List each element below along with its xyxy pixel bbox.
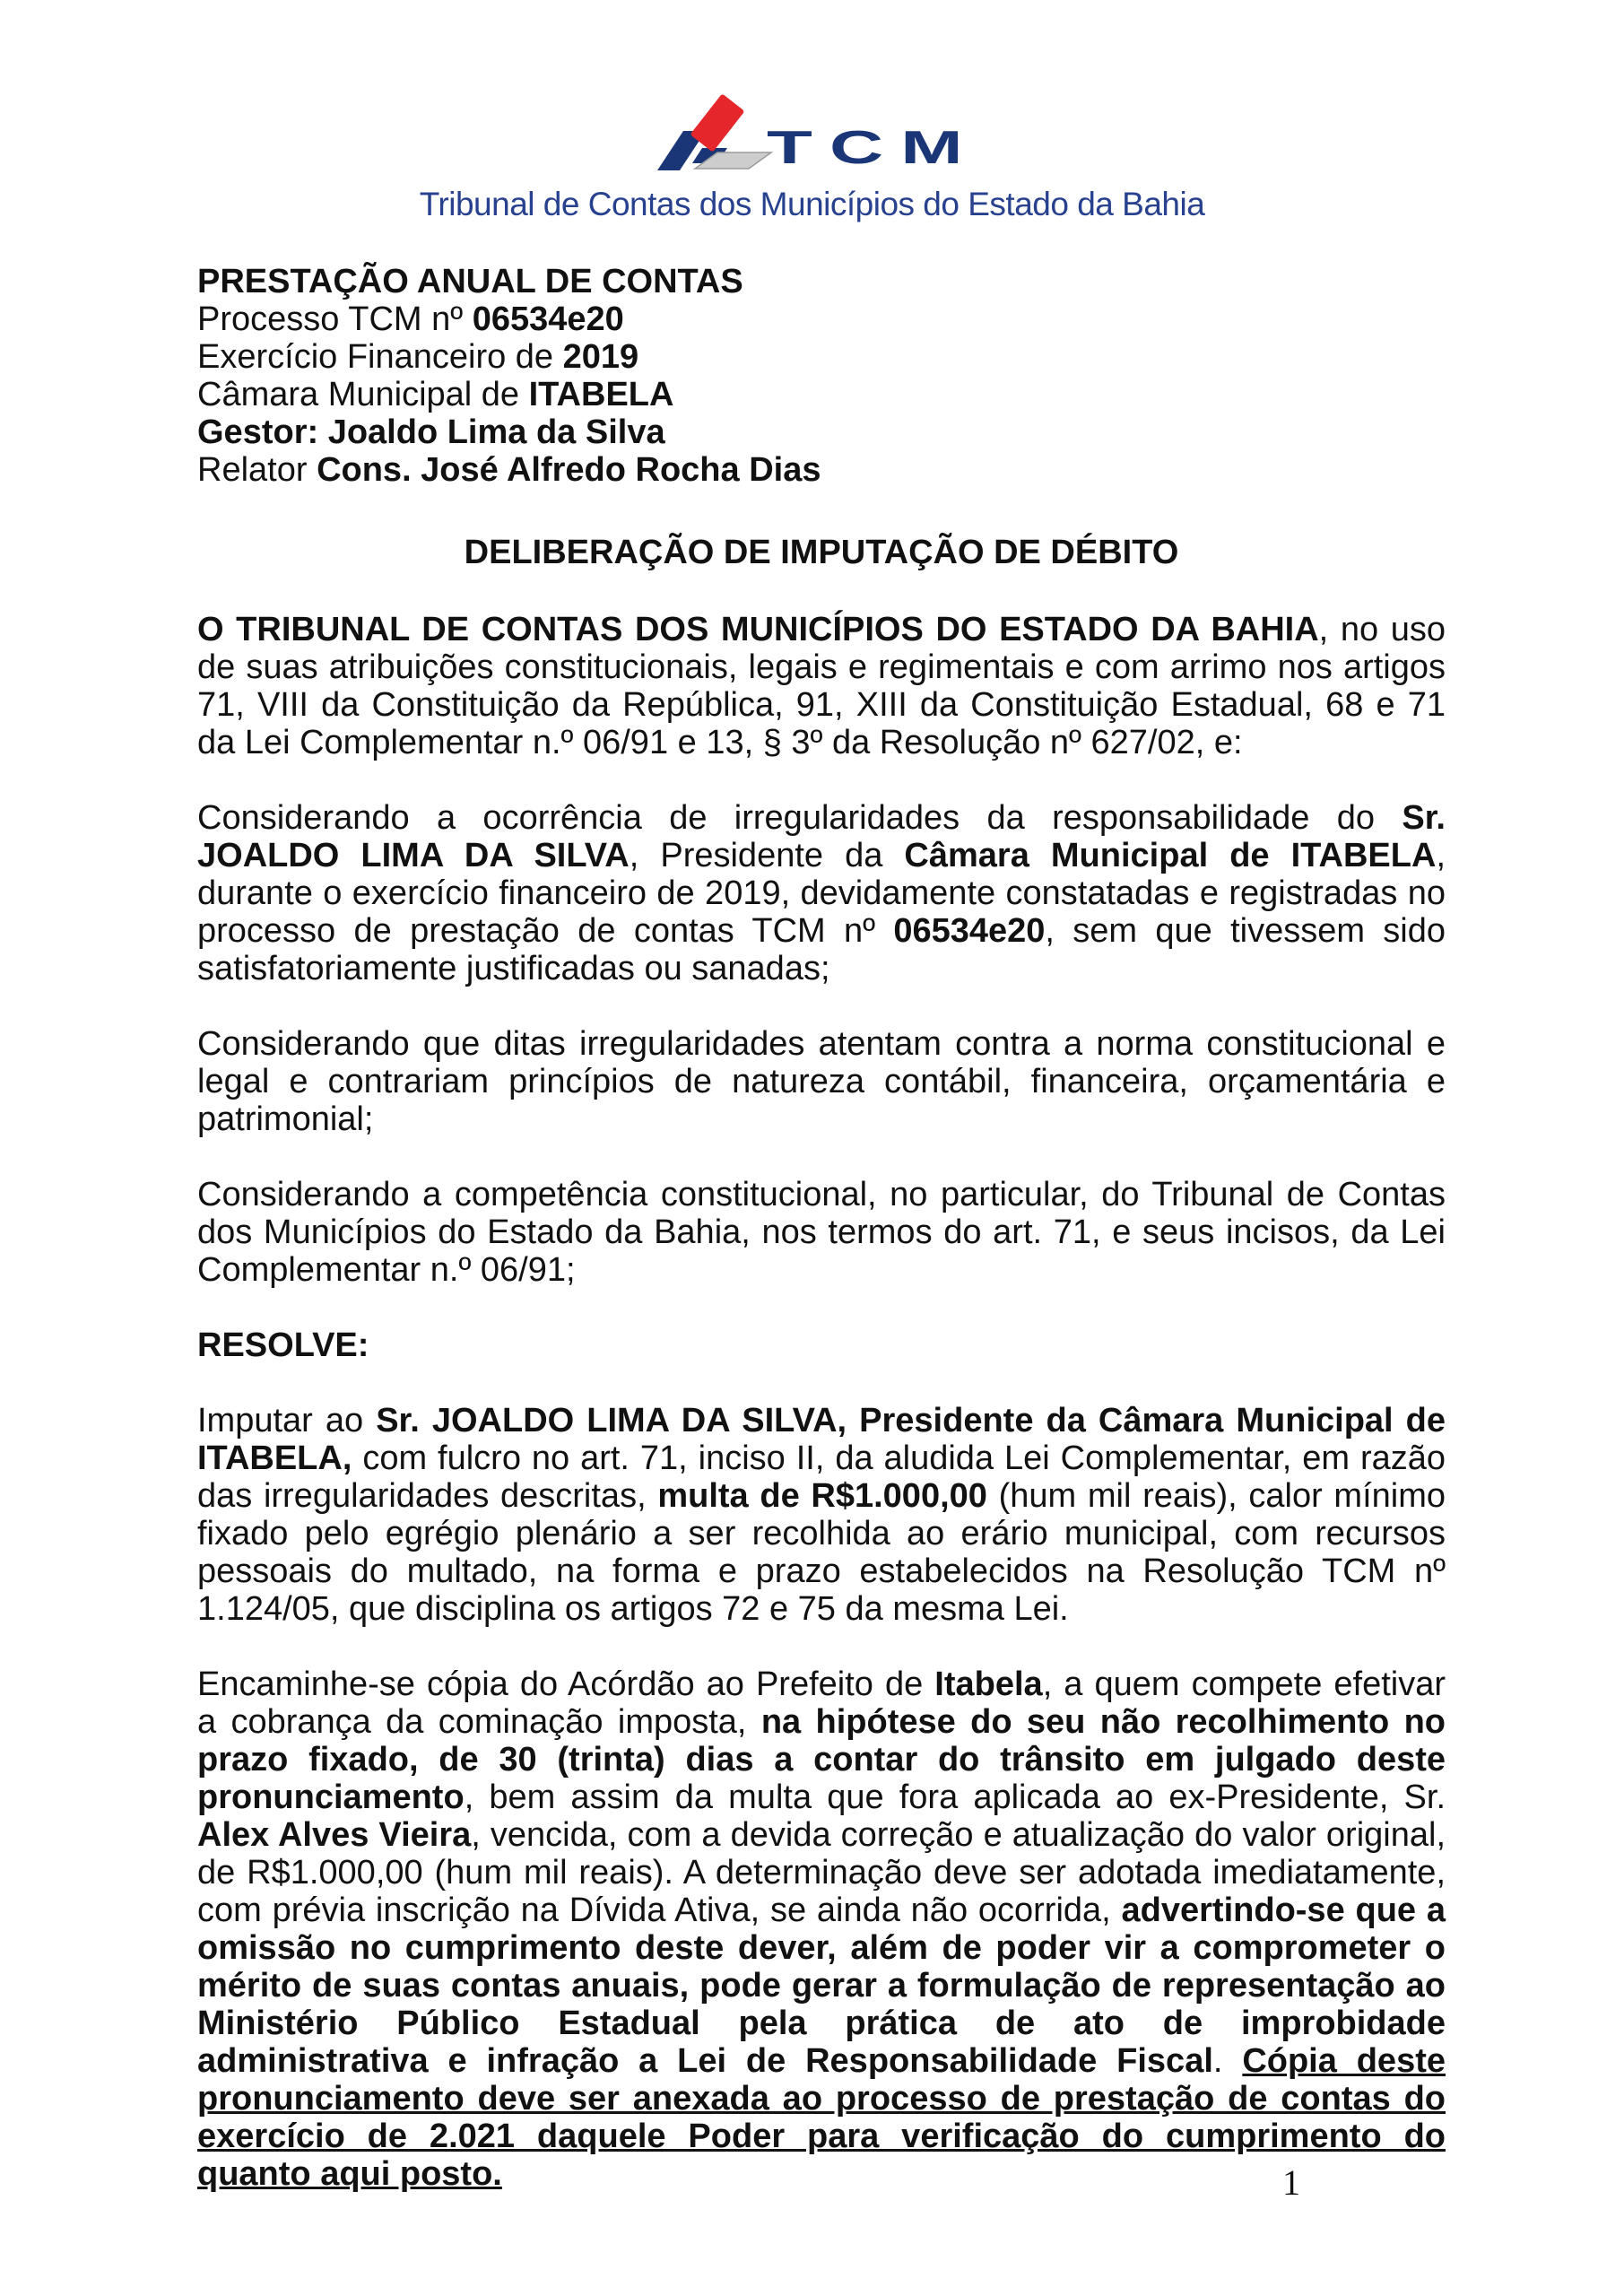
resolve-heading: RESOLVE: (197, 1326, 369, 1364)
encaminhamento-paragraph: Encaminhe-se cópia do Acórdão ao Prefeito de Itabela, a quem compete efetivar a cobrança da cominação imposta, na hipótese do seu não recolhimento no prazo fixado, de 30 (trinta) dias a contar do trânsito em julgado deste pronunciamento, bem assim da multa que fora aplicada ao ex-Presidente, Sr. Alex Alves Vieira, vencida, com a devida correção e atualização do valor original, de R$1.000,00 (hum mil reais). A determinação deve ser adotada imediatamente, com prévia inscrição na Dívida Ativa, se ainda não ocorrida, advertindo-se que a omissão no cumprimento deste dever, além de poder vir a comprometer o mérito de suas contas anuais, pode gerar a formulação de representação ao Ministério Público Estadual pela prática de ato de improbidade administrativa e infração a Lei de Responsabilidade Fiscal. Cópia deste pronunciamento deve ser anexada ao processo de prestação de contas do exercício de 2.021 daquele Poder para verificação do cumprimento do quanto aqui posto. (197, 1665, 1446, 2193)
considerando-paragraph-1: Considerando a ocorrência de irregularidades da responsabilidade do Sr. JOALDO LIMA DA SILVA, Presidente da Câmara Municipal de ITABELA, durante o exercício financeiro de 2019, devidamente constatadas e registradas no processo de prestação de contas TCM nº 06534e20, sem que tivessem sido satisfatoriamente justificadas ou sanadas; (197, 799, 1446, 987)
logo-red-diamond (690, 93, 745, 152)
process-header (197, 263, 1446, 489)
header-line-process: Processo TCM nº 06534e20 (197, 300, 624, 338)
considerando-paragraph-2: Considerando que ditas irregularidades atentam contra a norma constitucional e legal e contrariam princípios de natureza contábil, financeira, orçamentária e patrimonial; (197, 1025, 1446, 1138)
tcm-logo (650, 76, 1000, 184)
header-line-exercise: Exercício Financeiro de 2019 (197, 338, 639, 376)
document-title: DELIBERAÇÃO DE IMPUTAÇÃO DE DÉBITO (464, 534, 1179, 571)
document-body (197, 263, 1446, 2231)
header-line-gestor: Gestor: Joaldo Lima da Silva (197, 413, 665, 451)
logo-acronym: TCM (767, 122, 980, 174)
header-line-camara: Câmara Municipal de ITABELA (197, 376, 674, 413)
considerando-paragraph-3: Considerando a competência constitucional, no particular, do Tribunal de Contas dos Municípios do Estado da Bahia, nos termos do art. 71, e seus incisos, da Lei Complementar n.º 06/91; (197, 1176, 1446, 1289)
header-line-relator: Relator Cons. José Alfredo Rocha Dias (197, 451, 821, 489)
header-line-doc-type: PRESTAÇÃO ANUAL DE CONTAS (197, 263, 743, 300)
logo-tagline: Tribunal de Contas dos Municípios do Estado da Bahia (419, 186, 1205, 222)
imputacao-paragraph: Imputar ao Sr. JOALDO LIMA DA SILVA, Presidente da Câmara Municipal de ITABELA, com fulcro no art. 71, inciso II, da aludida Lei Complementar, em razão das irregularidades descritas, multa de R$1.000,00 (hum mil reais), calor mínimo fixado pelo egrégio plenário a ser recolhida ao erário municipal, com recursos pessoais do multado, na forma e prazo estabelecidos na Resolução TCM nº 1.124/05, que disciplina os artigos 72 e 75 da mesma Lei. (197, 1402, 1446, 1628)
page-number: 1 (1282, 2162, 1300, 2203)
preamble-paragraph: O TRIBUNAL DE CONTAS DOS MUNICÍPIOS DO ESTADO DA BAHIA, no uso de suas atribuições constitucionais, legais e regimentais e com arrimo nos artigos 71, VIII da Constituição da República, 91, XIII da Constituição Estadual, 68 e 71 da Lei Complementar n.º 06/91 e 13, § 3º da Resolução nº 627/02, e: (197, 611, 1446, 761)
